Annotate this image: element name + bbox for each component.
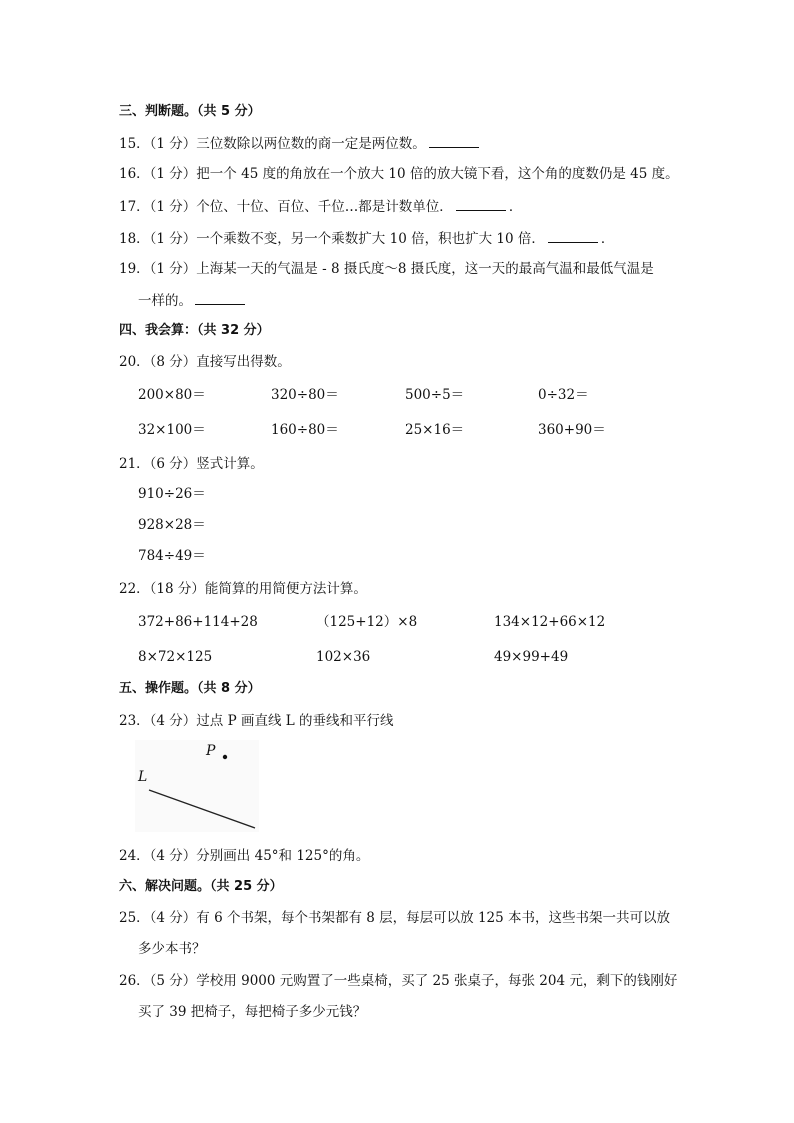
q22-item: 134×12+66×12 <box>494 614 606 630</box>
q21-item: 910÷26＝ <box>138 486 206 502</box>
question-25-line-2: 多少本书？ <box>138 941 206 957</box>
question-19-line-2 <box>138 291 248 310</box>
q22-item: 49×99+49 <box>494 649 569 665</box>
question-22: 22．（18 分）能简算的用简便方法计算。 <box>119 581 367 597</box>
q20-item: 320÷80＝ <box>271 387 339 403</box>
question-18-text: 18．（1 分）一个乘数不变，另一个乘数扩大 10 倍，积也扩大 10 倍． <box>119 231 545 247</box>
question-19-line-1: 19．（1 分）上海某一天的气温是 - 8 摄氏度～8 摄氏度，这一天的最高气温和最低气温是 <box>119 261 654 277</box>
q20-item: 160÷80＝ <box>271 422 339 438</box>
figure-canvas <box>135 740 259 832</box>
q22-item: 372+86+114+28 <box>138 614 258 630</box>
point-line-figure <box>135 740 259 832</box>
answer-blank-18[interactable] <box>548 229 598 243</box>
question-20: 20．（8 分）直接写出得数。 <box>119 354 291 370</box>
q20-item: 500÷5＝ <box>405 387 465 403</box>
q20-item: 0÷32＝ <box>538 387 589 403</box>
question-17-text: 17．（1 分）个位、十位、百位、千位…都是计数单位． <box>119 199 453 215</box>
question-16: 16．（1 分）把一个 45 度的角放在一个放大 10 倍的放大镜下看，这个角的度数仍是 45 度。 <box>119 166 679 182</box>
q20-item: 200×80＝ <box>138 387 206 403</box>
line-l-label: L <box>138 769 148 785</box>
question-26-line-1: 26．（5 分）学校用 9000 元购置了一些桌椅，买了 25 张桌子，每张 204 元，剩下的钱刚好 <box>119 973 678 989</box>
q21-item: 784÷49＝ <box>138 548 206 564</box>
section-4-heading: 四、我会算：（共 32 分） <box>119 323 270 338</box>
answer-blank-15[interactable] <box>429 134 479 148</box>
question-26-line-2: 买了 39 把椅子，每把椅子多少元钱？ <box>138 1004 367 1020</box>
question-17-end: ． <box>508 199 523 215</box>
section-3-heading: 三、判断题。（共 5 分） <box>119 104 261 119</box>
question-25-line-1: 25．（4 分）有 6 个书架，每个书架都有 8 层，每层可以放 125 本书，这些书架一共可以放 <box>119 910 671 926</box>
answer-blank-17[interactable] <box>456 197 506 211</box>
question-18-end: ． <box>600 231 615 247</box>
question-15-text: 15．（1 分）三位数除以两位数的商一定是两位数。 <box>119 136 426 152</box>
section-6-heading: 六、解决问题。（共 25 分） <box>119 879 283 894</box>
question-17 <box>119 197 522 216</box>
question-19-text: 一样的。 <box>138 293 192 309</box>
q20-item: 32×100＝ <box>138 422 206 438</box>
question-18 <box>119 229 614 248</box>
q21-item: 928×28＝ <box>138 517 206 533</box>
point-p <box>223 755 227 759</box>
q20-item: 25×16＝ <box>405 422 465 438</box>
section-5-heading: 五、操作题。（共 8 分） <box>119 681 261 696</box>
q22-item: 8×72×125 <box>138 649 213 665</box>
q20-item: 360+90＝ <box>538 422 606 438</box>
line-l <box>149 790 255 828</box>
question-24: 24．（4 分）分别画出 45°和 125°的角。 <box>119 848 370 864</box>
q22-item: （125+12）×8 <box>316 614 418 630</box>
question-15 <box>119 134 482 153</box>
q22-item: 102×36 <box>316 649 371 665</box>
answer-blank-19[interactable] <box>195 291 245 305</box>
question-21: 21．（6 分）竖式计算。 <box>119 456 264 472</box>
point-p-label: P <box>206 743 216 759</box>
question-23: 23．（4 分）过点 P 画直线 L 的垂线和平行线 <box>119 713 394 729</box>
